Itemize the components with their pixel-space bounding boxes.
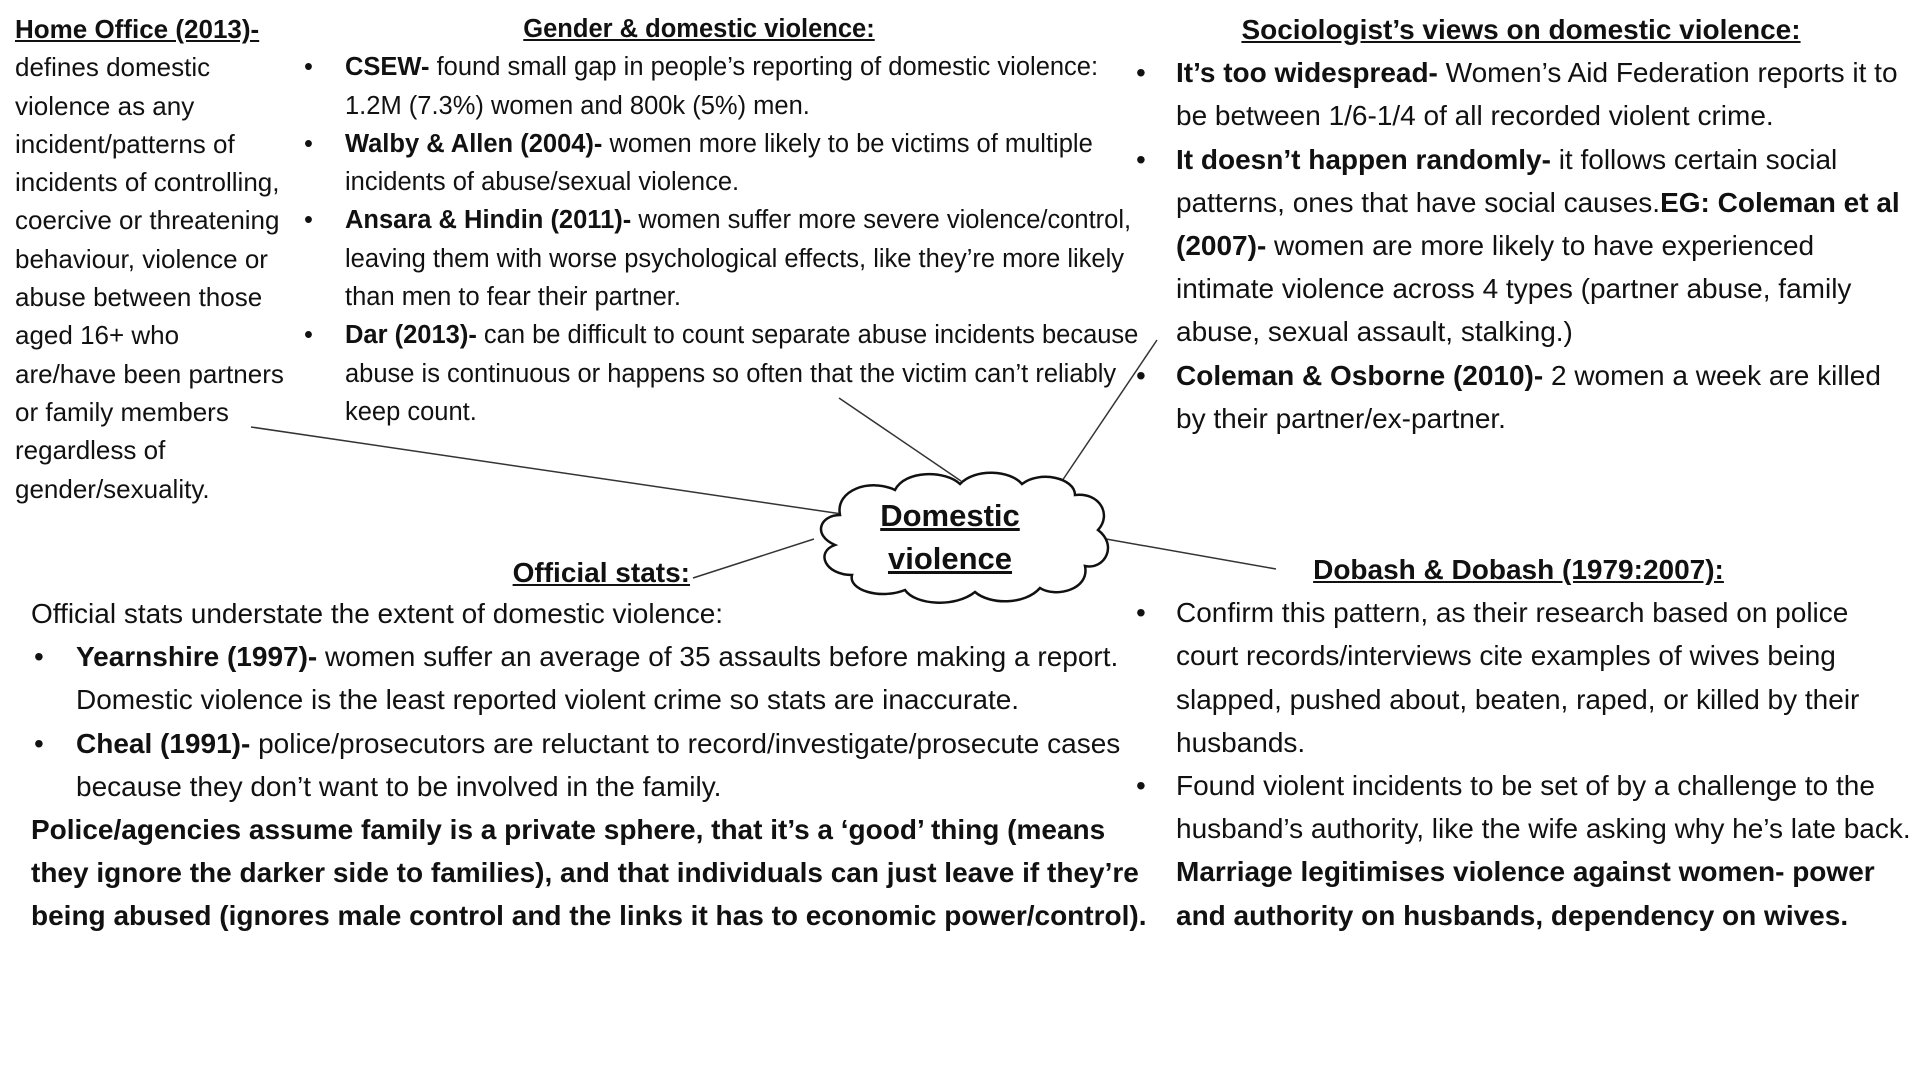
list-item <box>31 635 1141 721</box>
gender-title: Gender & domestic violence: <box>523 15 875 43</box>
study-name: Ansara & Hindin (2011)- <box>345 206 632 235</box>
list-item <box>1136 764 1916 937</box>
home-office-title: Home Office (2013)- <box>15 14 260 44</box>
home-office-definition <box>15 10 287 508</box>
study-text: 2 women a week are killed by their partner/ex-partner. <box>1176 359 1881 434</box>
central-topic <box>830 494 1070 580</box>
list-item <box>304 316 1154 431</box>
study-text: can be difficult to count separate abuse incidents because abuse is continuous or happens so often that the victim can’t reliably keep count. <box>345 321 1139 426</box>
list-item <box>304 125 1154 202</box>
point-text: it follows certain social patterns, ones that have social causes. <box>1176 143 1838 218</box>
list-item <box>304 201 1154 316</box>
point-emphasis: Marriage legitimises violence against women- power and authority on husbands, dependency on wives. <box>1176 856 1875 931</box>
point-text: Found violent incidents to be set of by a challenge to the husband’s authority, like the wife asking why he’s late back. <box>1176 770 1911 845</box>
study-name: Dar (2013)- <box>345 321 477 350</box>
study-text: women suffer more severe violence/control, leaving them with worse psychological effects, like they’re more likely than men to fear their partner. <box>345 206 1132 312</box>
study-name: Walby & Allen (2004)- <box>345 129 603 158</box>
list-item <box>1136 138 1916 354</box>
gender-section <box>304 10 1154 431</box>
list-item <box>1136 591 1916 764</box>
home-office-text: defines domestic violence as any incident/patterns of incidents of controlling, coercive or threatening behaviour, violence or abuse between those aged 16+ who are/have been partners or family members regardless of gender/sexuality. <box>15 52 284 504</box>
central-topic-line1: Domestic <box>880 498 1020 533</box>
sociologists-title: Sociologist’s views on domestic violence: <box>1241 14 1801 45</box>
study-text: found small gap in people’s reporting of domestic violence: 1.2M (7.3%) women and 800k (5%) men. <box>345 53 1099 120</box>
study-text: women suffer an average of 35 assaults before making a report. Domestic violence is the least reported violent crime so stats are inaccurate. <box>76 641 1119 716</box>
official-stats-title: Official stats: <box>512 557 690 588</box>
study-text: women more likely to be victims of multiple incidents of abuse/sexual violence. <box>345 129 1093 197</box>
list-item <box>1136 354 1916 440</box>
official-stats-section <box>31 592 1151 938</box>
list-item <box>304 48 1154 125</box>
dobash-title: Dobash & Dobash (1979:2007): <box>1313 554 1724 585</box>
study-name: Coleman & Osborne (2010)- <box>1176 359 1544 391</box>
official-stats-intro: Official stats understate the extent of domestic violence: <box>31 598 724 629</box>
study-name: CSEW- <box>345 53 430 82</box>
point-text: Women’s Aid Federation reports it to be between 1/6-1/4 of all recorded violent crime. <box>1176 57 1898 132</box>
list-item <box>31 722 1141 808</box>
connector-official-stats <box>693 539 814 578</box>
connector-home-office <box>251 427 842 514</box>
central-topic-line2: violence <box>887 541 1013 576</box>
study-text: police/prosecutors are reluctant to record/investigate/prosecute cases because they don’t want to be involved in the family. <box>76 727 1121 802</box>
point-lead: It’s too widespread- <box>1176 57 1438 89</box>
study-name: Yearnshire (1997)- <box>76 641 318 673</box>
list-item <box>1136 51 1916 137</box>
sociologists-section <box>1136 8 1916 440</box>
point-lead: It doesn’t happen randomly- <box>1176 143 1551 175</box>
study-name: Cheal (1991)- <box>76 727 251 759</box>
point-text: Confirm this pattern, as their research based on police court records/interviews cite examples of wives being slapped, pushed about, beaten, raped, or killed by their husbands. <box>1176 597 1860 758</box>
study-text: women are more likely to have experienced intimate violence across 4 types (partner abuse, family abuse, sexual assault, stalking.) <box>1176 230 1852 348</box>
study-name: EG: Coleman et al (2007)- <box>1176 186 1900 262</box>
dobash-section <box>1136 548 1916 937</box>
official-stats-conclusion: Police/agencies assume family is a private sphere, that it’s a ‘good’ thing (means they ignore the darker side to families), and that individuals can just leave if they’re being abused (ignores male control and the links it has to economic power/control). <box>31 814 1147 932</box>
